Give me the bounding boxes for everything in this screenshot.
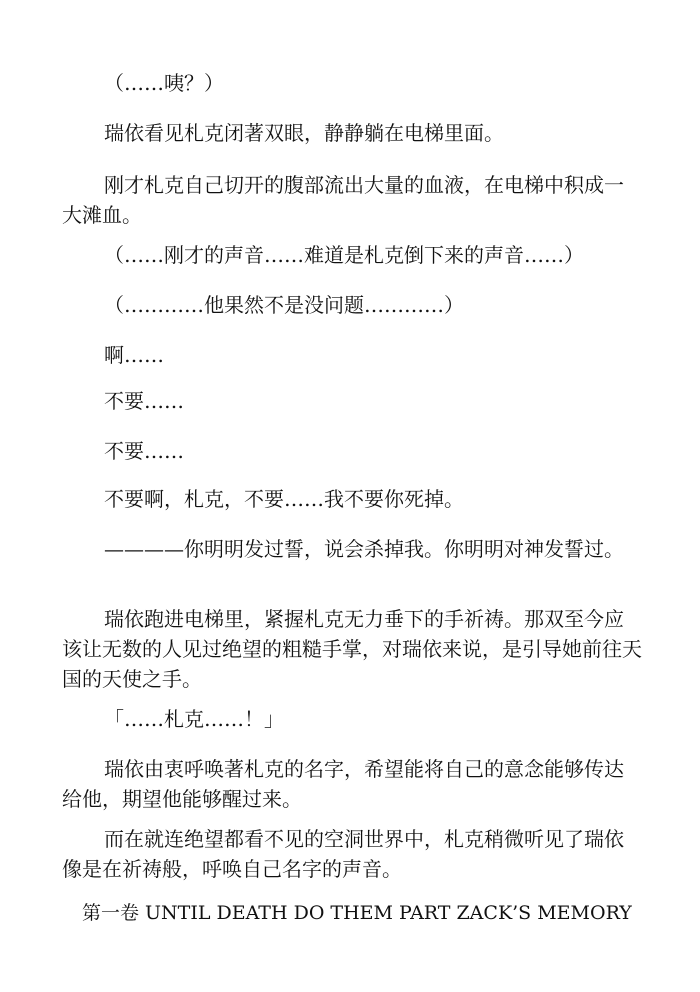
paragraph-4: （……刚才的声音……难道是札克倒下来的声音……） xyxy=(104,243,584,267)
paragraph-5: （…………他果然不是没问题…………） xyxy=(104,293,464,317)
paragraph-11: 瑞依跑进电梯里，紧握札克无力垂下的手祈祷。那双至今应该让无数的人见过绝望的粗糙手掌，对瑞依来说，是引导她前往天国的天使之手。 xyxy=(62,607,642,691)
paragraph-14: 而在就连绝望都看不见的空洞世界中，札克稍微听见了瑞依像是在祈祷般，呼唤自己名字的声音。 xyxy=(62,827,624,881)
paragraph-13: 瑞依由衷呼唤著札克的名字，希望能将自己的意念能够传达给他，期望他能够醒过来。 xyxy=(62,757,624,811)
paragraph-8: 不要…… xyxy=(104,439,184,463)
paragraph-12: 「……札克……！」 xyxy=(104,707,284,731)
paragraph-2: 瑞依看见札克闭著双眼，静静躺在电梯里面。 xyxy=(104,121,504,145)
paragraph-1: （……咦？） xyxy=(104,71,224,95)
paragraph-3: 刚才札克自己切开的腹部流出大量的血液，在电梯中积成一大滩血。 xyxy=(62,173,624,227)
chapter-title-footer: 第一卷 UNTIL DEATH DO THEM PART ZACK’S MEMORY xyxy=(82,902,632,924)
paragraph-7: 不要…… xyxy=(104,389,184,413)
paragraph-9: 不要啊，札克，不要……我不要你死掉。 xyxy=(104,487,464,511)
paragraph-6: 啊…… xyxy=(104,343,164,367)
paragraph-10: ————你明明发过誓，说会杀掉我。你明明对神发誓过。 xyxy=(104,537,624,561)
